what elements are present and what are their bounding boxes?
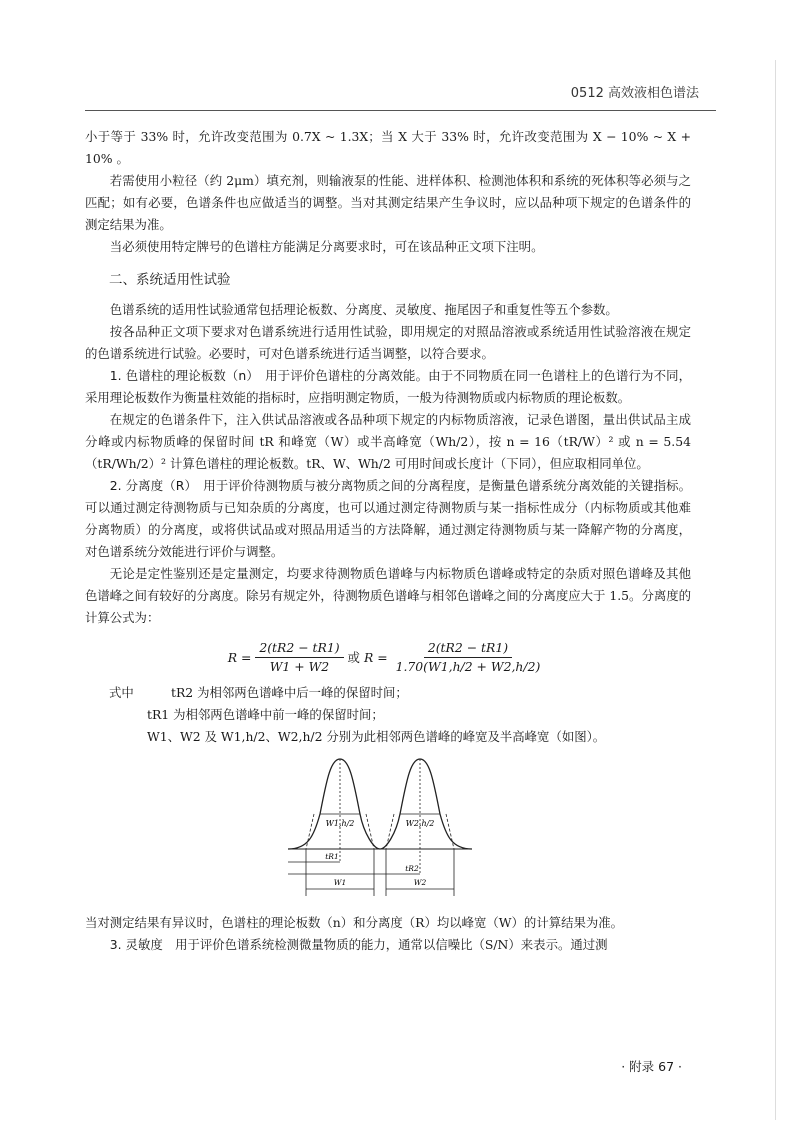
- peak-curve: [288, 759, 472, 849]
- paragraph-procedure: 按各品种正文项下要求对色谱系统进行适用性试验，即用规定的对照品溶液或系统适用性试验溶液在规定的色谱系统进行试验。必要时，可对色谱系统进行适当调整，以符合要求。: [85, 324, 691, 361]
- definition-row-2: [85, 704, 691, 726]
- label-w1h: W1,h/2: [325, 819, 355, 828]
- formula-numerator-2: 2(tR2 − tR1): [424, 639, 512, 658]
- paragraph-continued: 小于等于 33% 时，允许改变范围为 0.7X ~ 1.3X；当 X 大于 33% 时，允许改变范围为 X − 10% ~ X + 10% 。: [85, 129, 691, 166]
- label-w2h: W2,h/2: [405, 819, 435, 828]
- peak1-tangent-left: [306, 814, 314, 849]
- label-tr1: tR1: [325, 852, 339, 861]
- paragraph-resolution-req: 无论是定性鉴别还是定量测定，均要求待测物质色谱峰与内标物质色谱峰或特定的杂质对照色谱峰及其他色谱峰之间有较好的分离度。除另有规定外，待测物质色谱峰与相邻色谱峰之间的分离度应大于 1.5。分离度的计算公式为：: [85, 566, 692, 625]
- formula-fraction-1: [255, 639, 343, 676]
- page-edge-line: [775, 60, 776, 1120]
- item-sensitivity: [85, 934, 691, 956]
- running-header: 0512 高效液相色谱法: [570, 86, 699, 101]
- definition-label: 式中: [109, 685, 134, 700]
- section-heading: 二、系统适用性试验: [109, 272, 231, 288]
- formula-lhs-1: R =: [227, 649, 252, 665]
- label-w1: W1: [333, 878, 347, 887]
- paragraph-params: 色谱系统的适用性试验通常包括理论板数、分离度、灵敏度、拖尾因子和重复性等五个参数。: [109, 302, 618, 317]
- formula-denominator-2: 1.70(W1,h/2 + W2,h/2): [395, 659, 541, 674]
- definition-tr2: tR2 为相邻两色谱峰中后一峰的保留时间；: [171, 685, 408, 700]
- item-sensitivity-title: 3. 灵敏度: [109, 937, 163, 952]
- formula-numerator-1: 2(tR2 − tR1): [255, 639, 343, 658]
- item-plate-number: [85, 365, 691, 409]
- chromatogram-svg: [288, 754, 488, 904]
- formula-fraction-2: [392, 639, 545, 676]
- item-plate-number-text: 用于评价色谱柱的分离效能。由于不同物质在同一色谱柱上的色谱行为不同，采用理论板数作为衡量柱效能的指标时，应指明测定物质，一般为待测物质或内标物质的理论板数。: [85, 368, 692, 405]
- chromatogram-figure: [85, 754, 691, 904]
- item-sensitivity-text: 用于评价色谱系统检测微量物质的能力，通常以信噪比（S/N）来表示。通过测: [175, 937, 608, 952]
- peak1-tangent-right: [366, 814, 374, 849]
- peak2-tangent-right: [446, 814, 454, 849]
- definition-widths: W1、W2 及 W1,h/2、W2,h/2 分别为此相邻两色谱峰的峰宽及半高峰宽（如图）。: [147, 729, 606, 744]
- formula-or: 或: [347, 649, 360, 665]
- label-w2: W2: [413, 878, 427, 887]
- peak2-tangent-left: [386, 814, 394, 849]
- item-plate-number-title: 1. 色谱柱的理论板数（n）: [109, 368, 253, 383]
- resolution-formula: [85, 639, 691, 676]
- definition-row-3: [85, 726, 691, 748]
- item-resolution: [85, 475, 691, 563]
- page-number: · 附录 67 ·: [621, 1059, 682, 1074]
- definition-tr1: tR1 为相邻两色谱峰中前一峰的保留时间；: [147, 707, 384, 722]
- paragraph-plate-calc: 在规定的色谱条件下，注入供试品溶液或各品种项下规定的内标物质溶液，记录色谱图，量出供试品主成分峰或内标物质峰的保留时间 tR 和峰宽（W）或半高峰宽（Wh/2），按 n = 16（tR/W）² 或 n = 5.54（tR/Wh/2）² 计算色谱柱的理论板数。tR、W、Wh/2 可用时间或长度计（下同），但应取相同单位。: [85, 412, 691, 471]
- paragraph-column-brand: 当必须使用特定牌号的色谱柱方能满足分离要求时，可在该品种正文项下注明。: [109, 239, 544, 254]
- paragraph-dispute: 当对测定结果有异议时，色谱柱的理论板数（n）和分离度（R）均以峰宽（W）的计算结果为准。: [85, 915, 624, 930]
- formula-denominator-1: W1 + W2: [269, 659, 330, 674]
- header-rule: [85, 110, 716, 111]
- formula-definitions: [85, 682, 691, 748]
- paragraph-particle-size: 若需使用小粒径（约 2μm）填充剂，则输液泵的性能、进样体积、检测池体积和系统的死体积等必须与之匹配；如有必要，色谱条件也应做适当的调整。当对其测定结果产生争议时，应以品种项下规定的色谱条件的测定结果为准。: [85, 173, 691, 232]
- label-tr2: tR2: [405, 864, 419, 873]
- item-resolution-title: 2. 分离度（R）: [109, 478, 191, 493]
- definition-row-1: [85, 682, 691, 704]
- formula-lhs-2: R =: [363, 649, 388, 665]
- page-content: [85, 126, 691, 956]
- item-resolution-text: 用于评价待测物质与被分离物质之间的分离程度，是衡量色谱系统分离效能的关键指标。可以通过测定待测物质与已知杂质的分离度，也可以通过测定待测物质与某一指标性成分（内标物质或其他难分离物质）的分离度，或将供试品或对照品用适当的方法降解，通过测定待测物质与某一降解产物的分离度，对色谱系统分效能进行评价与调整。: [85, 478, 692, 559]
